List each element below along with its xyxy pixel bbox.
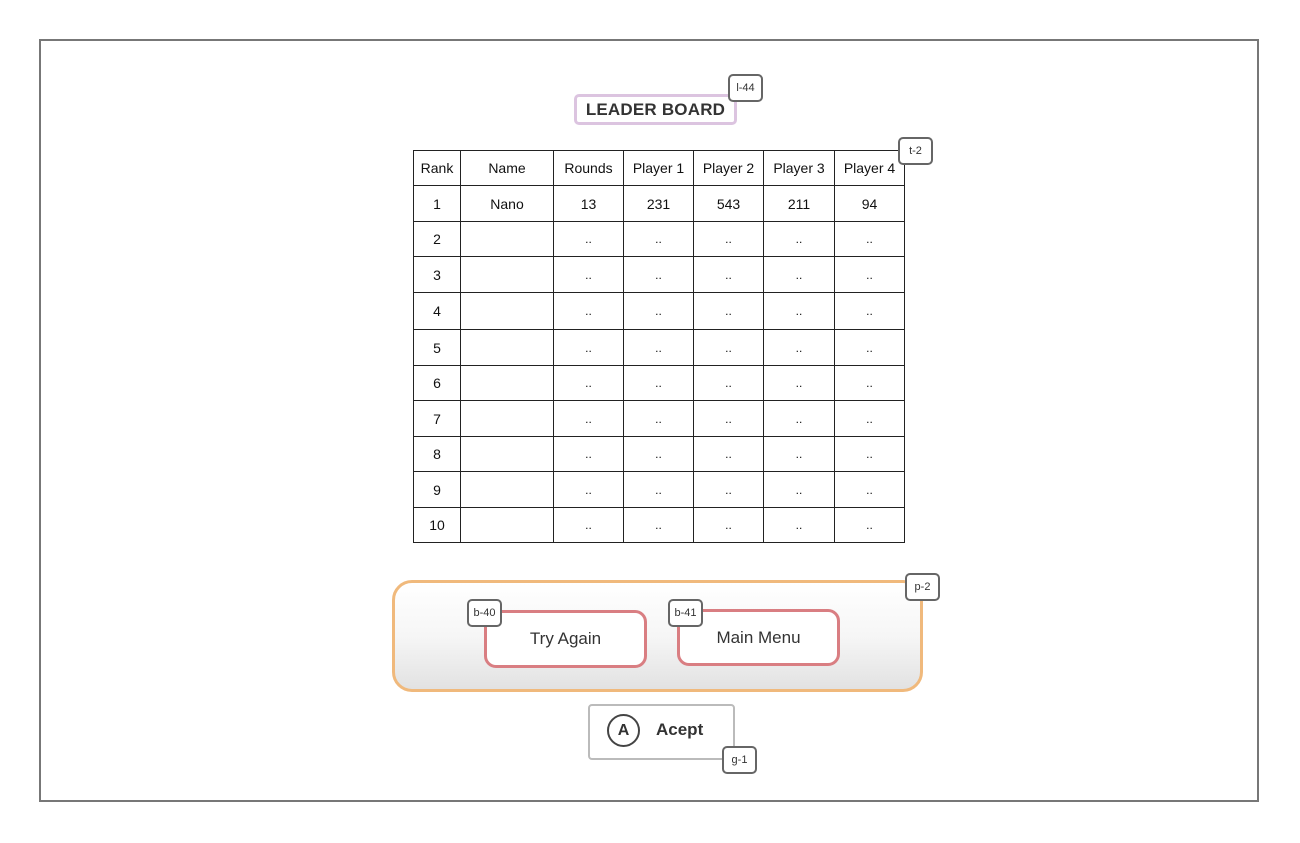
cell-player-1: ..: [624, 293, 694, 330]
cell-player-1: ..: [624, 366, 694, 401]
table-row: [414, 186, 905, 222]
cell-player-3: ..: [764, 366, 835, 401]
cell-name: [461, 330, 554, 366]
cell-player-4: ..: [835, 401, 905, 437]
column-header-player-3: Player 3: [764, 151, 835, 186]
cell-rounds: 13: [554, 186, 624, 222]
column-header-name: Name: [461, 151, 554, 186]
table-row: [414, 366, 905, 401]
cell-rounds: ..: [554, 508, 624, 543]
cell-player-1: ..: [624, 401, 694, 437]
cell-rounds: ..: [554, 366, 624, 401]
annotation-tag-panel: p-2: [905, 573, 940, 601]
cell-name: [461, 257, 554, 293]
cell-rounds: ..: [554, 257, 624, 293]
cell-player-3: ..: [764, 508, 835, 543]
try-again-button[interactable]: [484, 610, 647, 668]
cell-player-3: ..: [764, 330, 835, 366]
cell-rank: 9: [414, 472, 461, 508]
cell-rounds: ..: [554, 293, 624, 330]
table-row: [414, 401, 905, 437]
cell-player-1: ..: [624, 222, 694, 257]
cell-rounds: ..: [554, 222, 624, 257]
table-row: [414, 293, 905, 330]
cell-player-2: ..: [694, 293, 764, 330]
cell-player-1: 231: [624, 186, 694, 222]
cell-name: Nano: [461, 186, 554, 222]
cell-player-3: 211: [764, 186, 835, 222]
cell-name: [461, 472, 554, 508]
cell-player-2: 543: [694, 186, 764, 222]
cell-player-4: ..: [835, 293, 905, 330]
cell-name: [461, 293, 554, 330]
cell-player-1: ..: [624, 330, 694, 366]
cell-rank: 1: [414, 186, 461, 222]
cell-player-3: ..: [764, 293, 835, 330]
cell-player-1: ..: [624, 257, 694, 293]
cell-rounds: ..: [554, 437, 624, 472]
cell-player-3: ..: [764, 437, 835, 472]
annotation-tag-title: l-44: [728, 74, 763, 102]
cell-name: [461, 366, 554, 401]
cell-player-4: ..: [835, 437, 905, 472]
table-row: [414, 472, 905, 508]
cell-player-2: ..: [694, 472, 764, 508]
column-header-rounds: Rounds: [554, 151, 624, 186]
cell-rounds: ..: [554, 401, 624, 437]
column-header-rank: Rank: [414, 151, 461, 186]
table-row: [414, 508, 905, 543]
leaderboard-table: [413, 150, 905, 543]
action-panel: [392, 580, 923, 692]
cell-player-4: ..: [835, 222, 905, 257]
column-header-player-4: Player 4: [835, 151, 905, 186]
cell-rank: 4: [414, 293, 461, 330]
cell-rank: 2: [414, 222, 461, 257]
accept-prompt[interactable]: [588, 704, 735, 760]
cell-rank: 8: [414, 437, 461, 472]
annotation-tag-accept: g-1: [722, 746, 757, 774]
try-again-label: Try Again: [529, 629, 602, 648]
cell-player-2: ..: [694, 508, 764, 543]
cell-player-3: ..: [764, 401, 835, 437]
cell-rounds: ..: [554, 330, 624, 366]
table-header-row: [414, 151, 905, 186]
table-body: [414, 186, 905, 543]
annotation-tag-try-again: b-40: [467, 599, 502, 627]
cell-player-2: ..: [694, 222, 764, 257]
cell-player-1: ..: [624, 472, 694, 508]
accept-label: Acept: [656, 720, 704, 739]
cell-player-3: ..: [764, 257, 835, 293]
column-header-player-1: Player 1: [624, 151, 694, 186]
cell-player-3: ..: [764, 472, 835, 508]
cell-rounds: ..: [554, 472, 624, 508]
annotation-tag-main-menu: b-41: [668, 599, 703, 627]
cell-player-2: ..: [694, 257, 764, 293]
column-header-player-2: Player 2: [694, 151, 764, 186]
cell-player-4: ..: [835, 330, 905, 366]
cell-player-4: ..: [835, 257, 905, 293]
cell-player-2: ..: [694, 401, 764, 437]
cell-name: [461, 508, 554, 543]
cell-rank: 10: [414, 508, 461, 543]
annotation-tag-table: t-2: [898, 137, 933, 165]
table-row: [414, 330, 905, 366]
table-row: [414, 437, 905, 472]
cell-player-2: ..: [694, 366, 764, 401]
cell-name: [461, 437, 554, 472]
table-row: [414, 257, 905, 293]
table-row: [414, 222, 905, 257]
cell-player-3: ..: [764, 222, 835, 257]
cell-player-4: ..: [835, 472, 905, 508]
cell-player-4: ..: [835, 366, 905, 401]
cell-player-4: 94: [835, 186, 905, 222]
cell-name: [461, 222, 554, 257]
cell-name: [461, 401, 554, 437]
cell-rank: 7: [414, 401, 461, 437]
cell-player-1: ..: [624, 437, 694, 472]
cell-player-4: ..: [835, 508, 905, 543]
cell-player-2: ..: [694, 437, 764, 472]
cell-player-1: ..: [624, 508, 694, 543]
cell-rank: 3: [414, 257, 461, 293]
main-menu-label: Main Menu: [716, 627, 801, 647]
cell-player-2: ..: [694, 330, 764, 366]
a-button-icon: A: [607, 714, 640, 747]
leaderboard-title: LEADER BOARD: [574, 94, 737, 125]
cell-rank: 6: [414, 366, 461, 401]
cell-rank: 5: [414, 330, 461, 366]
